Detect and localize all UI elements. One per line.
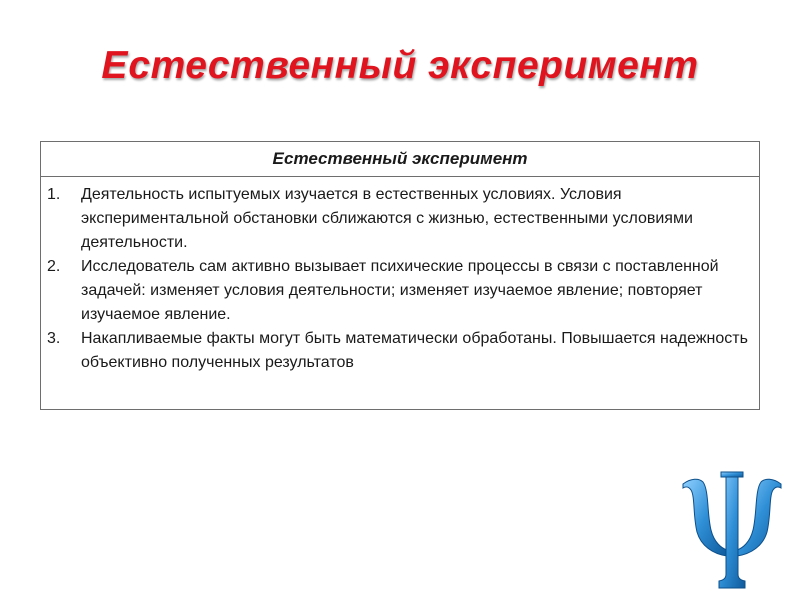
list-item-text: Накапливаемые факты могут быть математически обработаны. Повышается надежность объективно полученных результатов: [81, 330, 748, 371]
psi-symbol-icon: [677, 470, 787, 595]
list-item-number: 1.: [47, 186, 61, 203]
content-table: [40, 141, 760, 410]
list-item: [47, 327, 749, 375]
table-header: Естественный эксперимент: [41, 142, 759, 177]
list-item-number: 2.: [47, 258, 61, 275]
list-item: [47, 255, 749, 327]
list-item: [47, 183, 749, 255]
list-item-text: Деятельность испытуемых изучается в естественных условиях. Условия экспериментальной обстановки сближаются с жизнью, естественными условиями деятельности.: [81, 186, 693, 251]
list-item-text: Исследователь сам активно вызывает психические процессы в связи с поставленной задачей: изменяет условия деятельности; изменяет изучаемое явление; повторяет изучаемое явление.: [81, 258, 719, 323]
list-item-number: 3.: [47, 330, 61, 347]
table-body: [41, 177, 759, 375]
slide-title: Естественный эксперимент: [101, 44, 699, 87]
